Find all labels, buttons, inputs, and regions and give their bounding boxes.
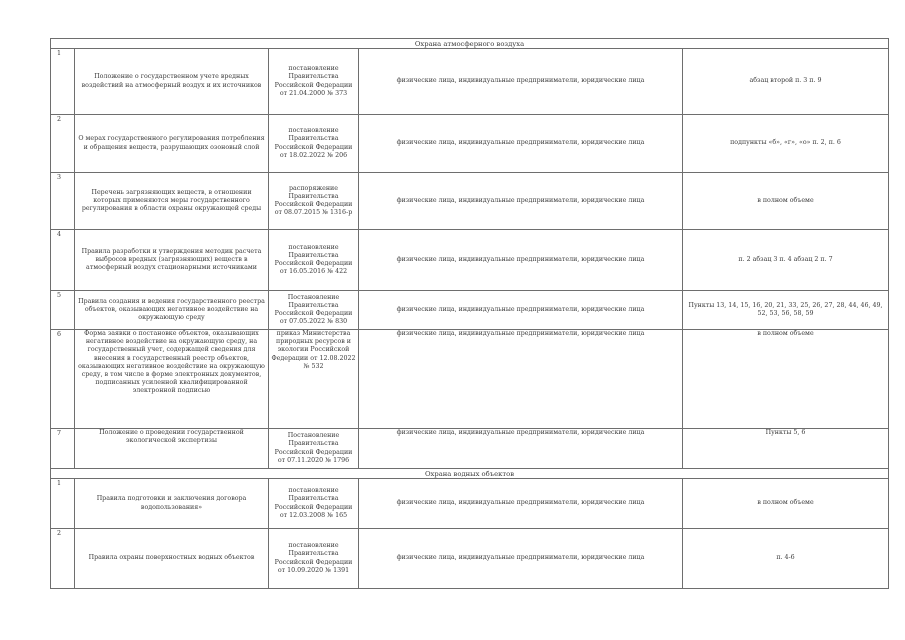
- row-number: 6: [51, 330, 75, 429]
- act-name: Положение о государственном учете вредных воздействий на атмосферный воздух и их источников: [75, 49, 269, 115]
- row-number: 4: [51, 230, 75, 291]
- act-subjects: физические лица, индивидуальные предприниматели, юридические лица: [359, 49, 683, 115]
- row-number: 1: [51, 49, 75, 115]
- table-row: [51, 429, 889, 469]
- table-row: [51, 479, 889, 529]
- section-header: [51, 39, 889, 49]
- act-subjects: физические лица, индивидуальные предприниматели, юридические лица: [359, 529, 683, 589]
- act-subjects: физические лица, индивидуальные предприниматели, юридические лица: [359, 330, 683, 429]
- table-row: [51, 291, 889, 330]
- row-number: 7: [51, 429, 75, 469]
- act-name: Правила охраны поверхностных водных объектов: [75, 529, 269, 589]
- act-reference: Постановление Правительства Российской Федерации от 07.05.2022 № 830: [269, 291, 359, 330]
- act-subjects: физические лица, индивидуальные предприниматели, юридические лица: [359, 230, 683, 291]
- table-row: [51, 330, 889, 429]
- act-scope: п. 4-6: [683, 529, 889, 589]
- act-scope: Пункты 13, 14, 15, 16, 20, 21, 33, 25, 26, 27, 28, 44, 46, 49, 52, 53, 56, 58, 59: [683, 291, 889, 330]
- act-subjects: физические лица, индивидуальные предприниматели, юридические лица: [359, 291, 683, 330]
- row-number: 1: [51, 479, 75, 529]
- table-row: [51, 115, 889, 173]
- act-subjects: физические лица, индивидуальные предприниматели, юридические лица: [359, 173, 683, 230]
- act-scope: абзац второй п. 3 п. 9: [683, 49, 889, 115]
- act-reference: постановление Правительства Российской Федерации от 12.03.2008 № 165: [269, 479, 359, 529]
- table-row: [51, 230, 889, 291]
- act-scope: подпункты «б», «г», «о» п. 2, п. 6: [683, 115, 889, 173]
- act-scope: п. 2 абзац 3 п. 4 абзац 2 п. 7: [683, 230, 889, 291]
- act-reference: постановление Правительства Российской Федерации от 16.05.2016 № 422: [269, 230, 359, 291]
- act-name: Форма заявки о постановке объектов, оказывающих негативное воздействие на окружающую среду, на государственный учет, содержащей сведения для внесения в государственный реестр объектов, оказывающих негативное воздействие на окружающую среду, в том числе в форме электронных документов, подписанных усиленной квалифицированной электронной подписью: [75, 330, 269, 429]
- table-row: [51, 173, 889, 230]
- act-name: Положение о проведении государственной экологической экспертизы: [75, 429, 269, 469]
- act-scope: Пункты 5, 6: [683, 429, 889, 469]
- act-reference: приказ Министерства природных ресурсов и экологии Российской Федерации от 12.08.2022 № 532: [269, 330, 359, 429]
- row-number: 2: [51, 529, 75, 589]
- section-title: Охрана атмосферного воздуха: [51, 39, 889, 49]
- act-reference: постановление Правительства Российской Федерации от 21.04.2000 № 373: [269, 49, 359, 115]
- act-reference: Постановление Правительства Российской Федерации от 07.11.2020 № 1796: [269, 429, 359, 469]
- table-row: [51, 529, 889, 589]
- act-reference: постановление Правительства Российской Федерации от 10.09.2020 № 1391: [269, 529, 359, 589]
- act-name: О мерах государственного регулирования потребления и обращения веществ, разрушающих озоновый слой: [75, 115, 269, 173]
- act-scope: в полном объеме: [683, 330, 889, 429]
- legal-acts-table: [50, 38, 889, 589]
- act-name: Правила подготовки и заключения договора водопользования»: [75, 479, 269, 529]
- act-reference: постановление Правительства Российской Федерации от 18.02.2022 № 206: [269, 115, 359, 173]
- act-name: Правила создания и ведения государственного реестра объектов, оказывающих негативное воздействие на окружающую среду: [75, 291, 269, 330]
- row-number: 3: [51, 173, 75, 230]
- table-row: [51, 49, 889, 115]
- act-reference: распоряжение Правительства Российской Федерации от 08.07.2015 № 1316-р: [269, 173, 359, 230]
- act-subjects: физические лица, индивидуальные предприниматели, юридические лица: [359, 479, 683, 529]
- row-number: 2: [51, 115, 75, 173]
- row-number: 5: [51, 291, 75, 330]
- act-name: Перечень загрязняющих веществ, в отношении которых применяются меры государственного регулирования в области охраны окружающей среды: [75, 173, 269, 230]
- act-subjects: физические лица, индивидуальные предприниматели, юридические лица: [359, 429, 683, 469]
- act-scope: в полном объеме: [683, 479, 889, 529]
- act-name: Правила разработки и утверждения методик расчета выбросов вредных (загрязняющих) веществ в атмосферный воздух стационарными источниками: [75, 230, 269, 291]
- act-scope: в полном объеме: [683, 173, 889, 230]
- section-title: Охрана водных объектов: [51, 469, 889, 479]
- act-subjects: физические лица, индивидуальные предприниматели, юридические лица: [359, 115, 683, 173]
- section-header: [51, 469, 889, 479]
